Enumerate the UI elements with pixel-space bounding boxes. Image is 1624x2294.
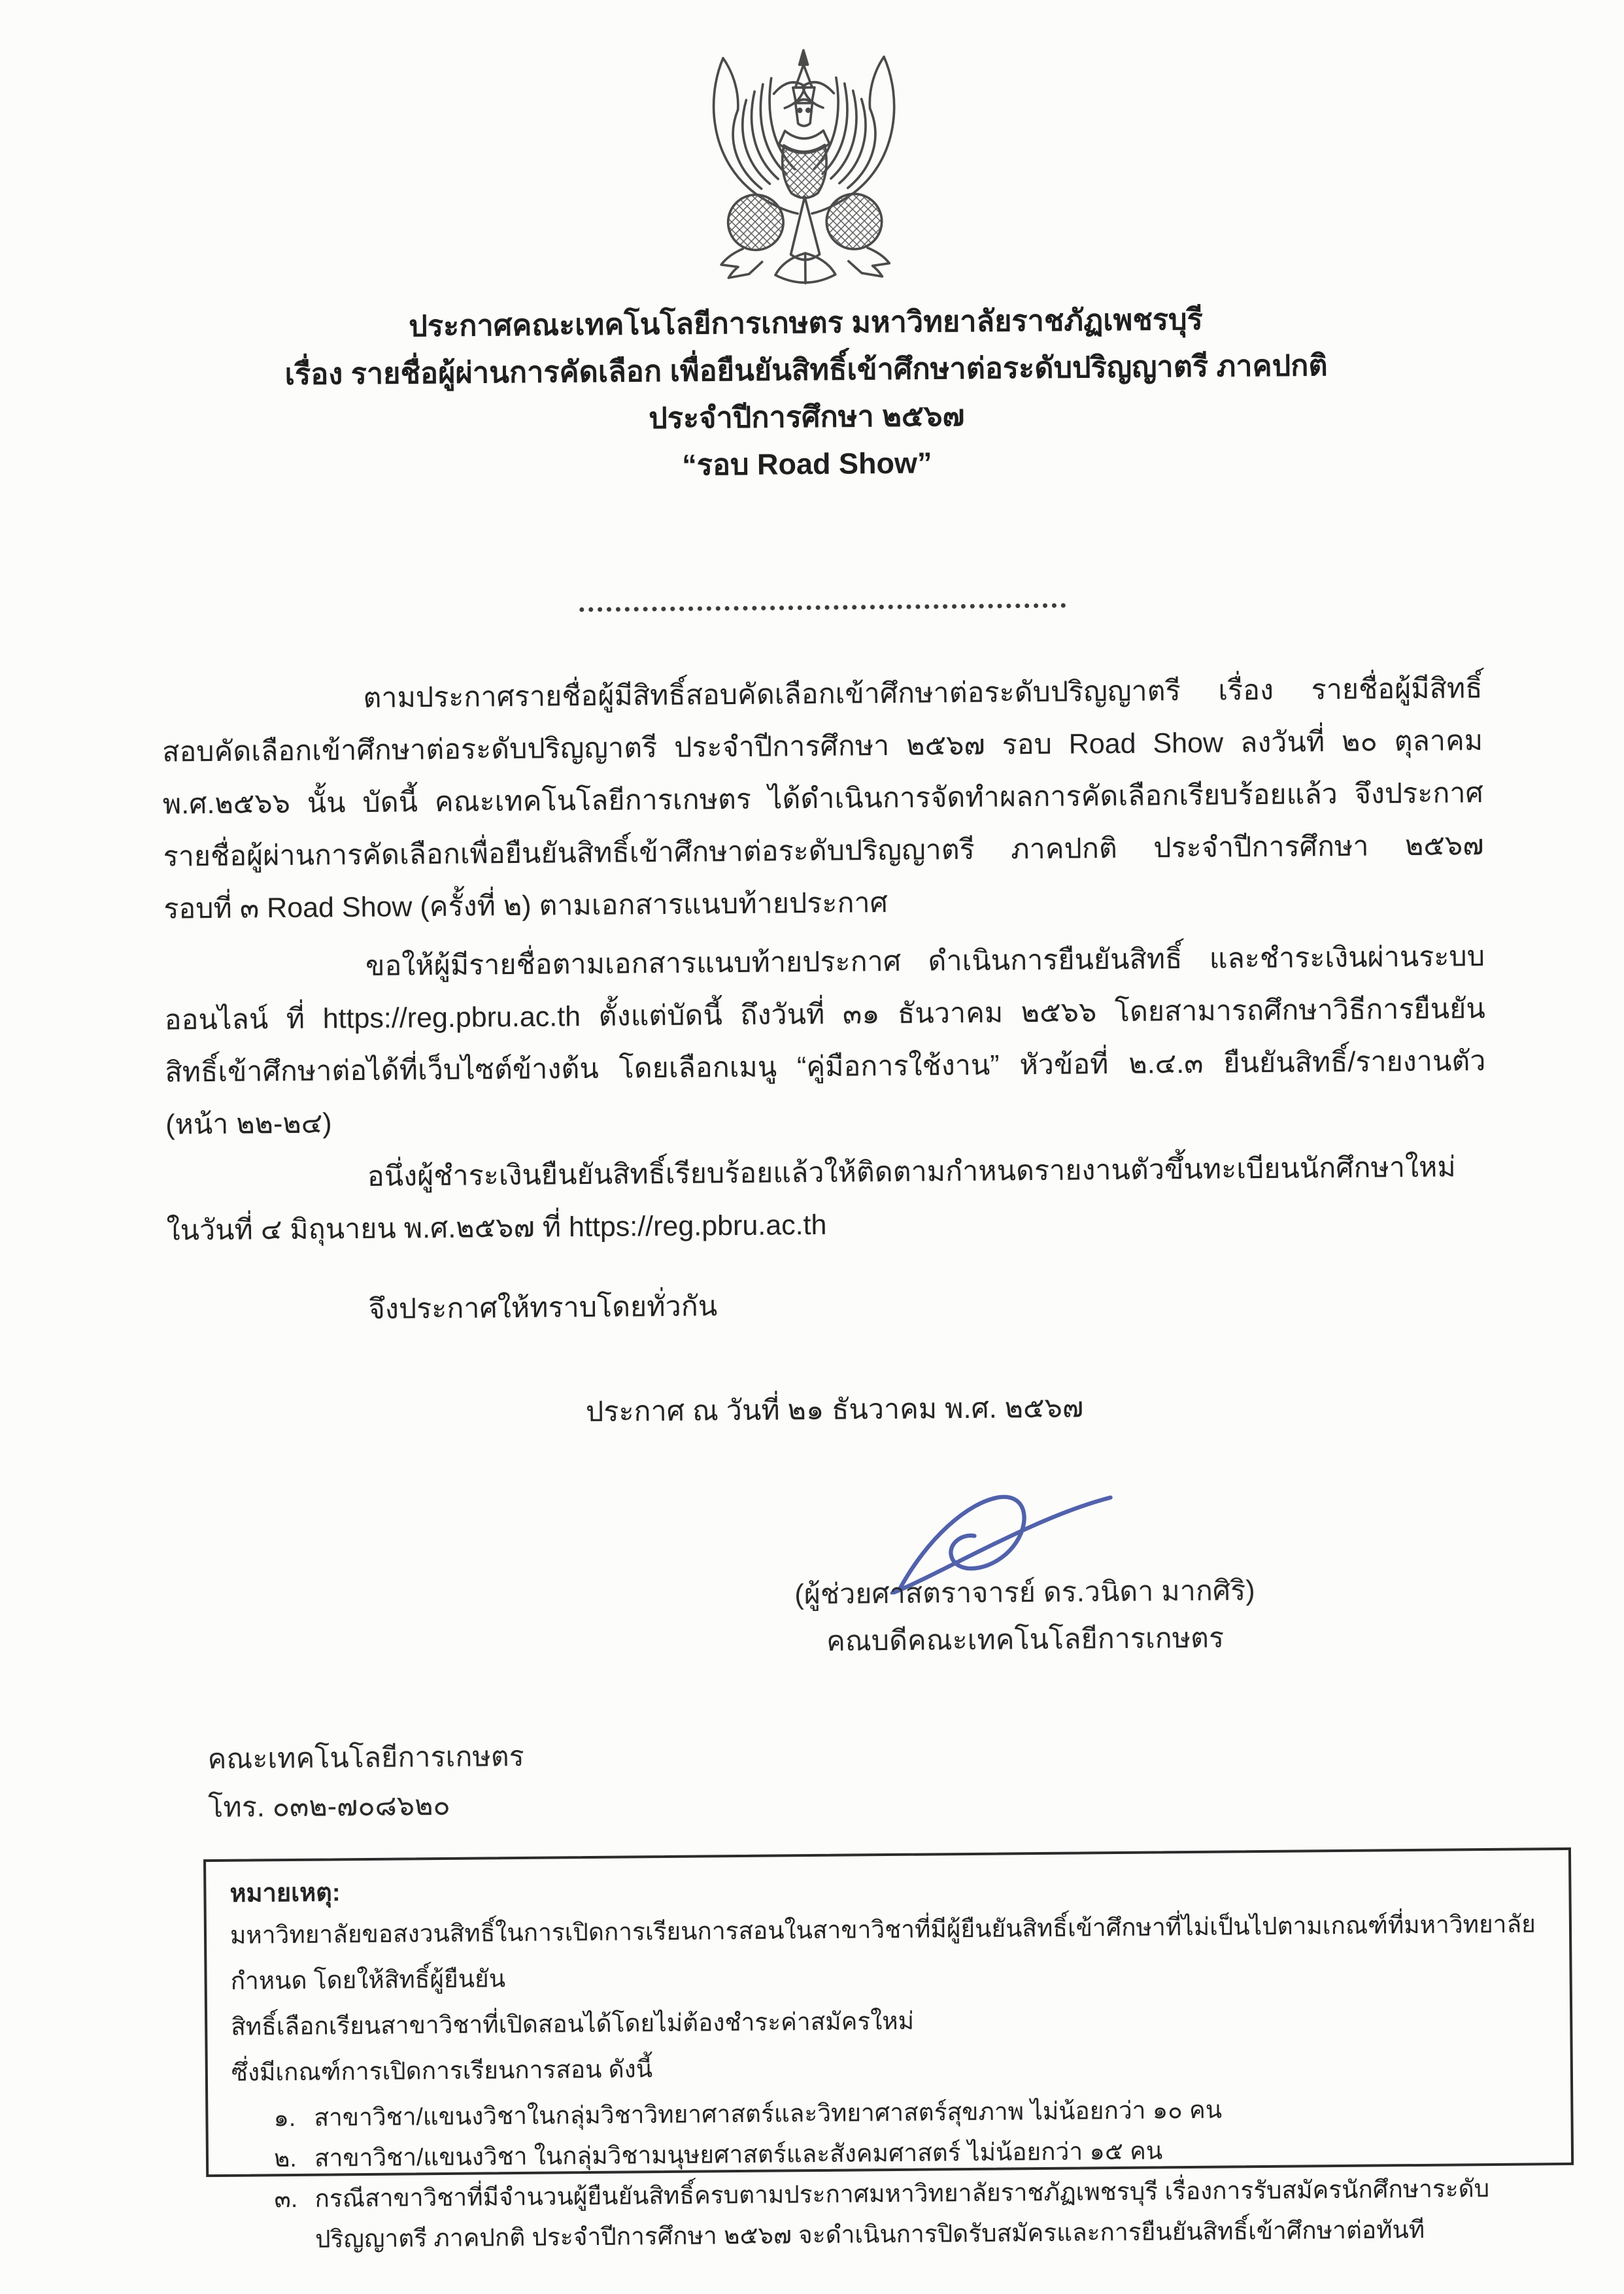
signer-title: คณบดีคณะเทคโนโลยีการเกษตร <box>826 1622 1225 1657</box>
paragraph-line: สิทธิ์เข้าศึกษาต่อได้ที่เว็บไซต์ข้างต้น โดยเลือกเมนู “คู่มือการใช้งาน” หัวข้อที่ ๒.๔.๓ ยืนยันสิทธิ์/รายงานตัว <box>165 1045 1486 1088</box>
signer-name: (ผู้ช่วยศาสตราจารย์ ดร.วนิดา มากศิริ) <box>794 1575 1255 1611</box>
remarks-box <box>203 1847 1574 2253</box>
contact-phone: โทร. ๐๓๒-๗๐๘๖๒๐ <box>208 1789 450 1824</box>
remarks-line: มหาวิทยาลัยขอสงวนสิทธิ์ในการเปิดการเรียนการสอนในสาขาวิชาที่มีผู้ยืนยันสิทธิ์เข้าศึกษาที่ไม่เป็นไปตามเกณฑ์ที่มหาวิทยาลัยกำหนด โดยให้สิทธิ์ผู้ยืนยัน <box>229 1910 1536 1995</box>
paragraph-line: อนึ่งผู้ชำระเงินยืนยันสิทธิ์เรียบร้อยแล้วให้ติดตามกำหนดรายงานตัวขึ้นทะเบียนนักศึกษาใหม่ <box>367 1151 1456 1192</box>
announcement-date: ประกาศ ณ วันที่ ๒๑ ธันวาคม พ.ศ. ๒๕๖๗ <box>585 1392 1084 1428</box>
paragraph-line: รายชื่อผู้ผ่านการคัดเลือกเพื่อยืนยันสิทธิ์เข้าศึกษาต่อระดับปริญญาตรี ภาคปกติ ประจำปีการศึกษา ๒๕๖๗ <box>163 830 1484 873</box>
paragraph-line: ตามประกาศรายชื่อผู้มีสิทธิ์สอบคัดเลือกเข้าศึกษาต่อระดับปริญญาตรี เรื่อง รายชื่อผู้มีสิทธิ์ <box>363 673 1483 714</box>
remarks-heading: หมายเหตุ: <box>229 1879 341 1908</box>
paragraph-2 <box>164 930 1487 1151</box>
item-number: ๓. <box>274 2185 298 2213</box>
remarks-criteria-intro: ซึ่งมีเกณฑ์การเปิดการเรียนการสอน ดังนี้ <box>231 2055 653 2086</box>
remarks-criteria-list <box>273 2087 1546 2260</box>
title-line-2: เรื่อง รายชื่อผู้ผ่านการคัดเลือก เพื่อยืนยันสิทธิ์เข้าศึกษาต่อระดับปริญญาตรี ภาคปกติ <box>284 348 1328 391</box>
closing-statement: จึงประกาศให้ทราบโดยทั่วกัน <box>368 1290 718 1325</box>
paragraph-line: (หน้า ๒๒-๒๔) <box>165 1107 332 1141</box>
criteria-item-3 <box>274 2168 1546 2260</box>
announcement-title-block <box>0 292 1619 495</box>
title-line-3: ประจำปีการศึกษา ๒๕๖๗ <box>648 398 965 435</box>
item-text: สาขาวิชา/แขนงวิชา ในกลุ่มวิชามนุษยศาสตร์และสังคมศาสตร์ ไม่น้อยกว่า ๑๕ คน <box>314 2137 1163 2172</box>
paragraph-3 <box>166 1141 1487 1257</box>
paragraph-line: รอบที่ ๓ Road Show (ครั้งที่ ๒) ตามเอกสารแนบท้ายประกาศ <box>163 886 888 925</box>
paragraph-line: ขอให้ผู้มีรายชื่อตามเอกสารแนบท้ายประกาศ ดำเนินการยืนยันสิทธิ์ และชำระเงินผ่านระบบ <box>365 941 1485 982</box>
item-number: ๑. <box>273 2104 296 2132</box>
paragraph-line: พ.ศ.๒๕๖๖ นั้น บัดนี้ คณะเทคโนโลยีการเกษตร ได้ดำเนินการจัดทำผลการคัดเลือกเรียบร้อยแล้ว จึงประกาศ <box>162 777 1484 820</box>
title-line-1: ประกาศคณะเทคโนโลยีการเกษตร มหาวิทยาลัยราชภัฏเพชรบุรี <box>409 302 1203 343</box>
garuda-emblem-icon <box>679 41 930 307</box>
item-text: กรณีสาขาวิชาที่มีจำนวนผู้ยืนยันสิทธิ์ครบตามประกาศมหาวิทยาลัยราชภัฏเพชรบุรี เรื่องการรับสมัครนักศึกษาระดับปริญญาตรี ภาคปกติ ประจำปีการศึกษา ๒๕๖๗ จะดำเนินการปิดรับสมัครและการยืนยันสิทธิ์เข้าศึกษาต่อทันที <box>314 2175 1490 2253</box>
item-text: สาขาวิชา/แขนงวิชาในกลุ่มวิชาวิทยาศาสตร์และวิทยาศาสตร์สุขภาพ ไม่น้อยกว่า ๑๐ คน <box>314 2096 1223 2131</box>
remarks-line: สิทธิ์เลือกเรียนสาขาวิชาที่เปิดสอนได้โดยไม่ต้องชำระค่าสมัครใหม่ <box>231 2007 915 2040</box>
title-line-4: “รอบ Road Show” <box>682 446 932 482</box>
item-number: ๒. <box>273 2144 297 2172</box>
paragraph-line: สอบคัดเลือกเข้าศึกษาต่อระดับปริญญาตรี ประจำปีการศึกษา ๒๕๖๗ รอบ Road Show ลงวันที่ ๒๐ ตุลาคม <box>162 725 1483 768</box>
paragraph-1 <box>161 662 1484 936</box>
paragraph-line: ในวันที่ ๔ มิถุนายน พ.ศ.๒๕๖๗ ที่ https://reg.pbru.ac.th <box>166 1209 827 1247</box>
paragraph-line: ออนไลน์ ที่ https://reg.pbru.ac.th ตั้งแต่บัดนี้ ถึงวันที่ ๓๑ ธันวาคม ๒๕๖๖ โดยสามารถศึกษาวิธีการยืนยัน <box>164 993 1485 1036</box>
dotted-separator <box>579 584 1066 612</box>
contact-organization: คณะเทคโนโลยีการเกษตร <box>207 1740 524 1776</box>
